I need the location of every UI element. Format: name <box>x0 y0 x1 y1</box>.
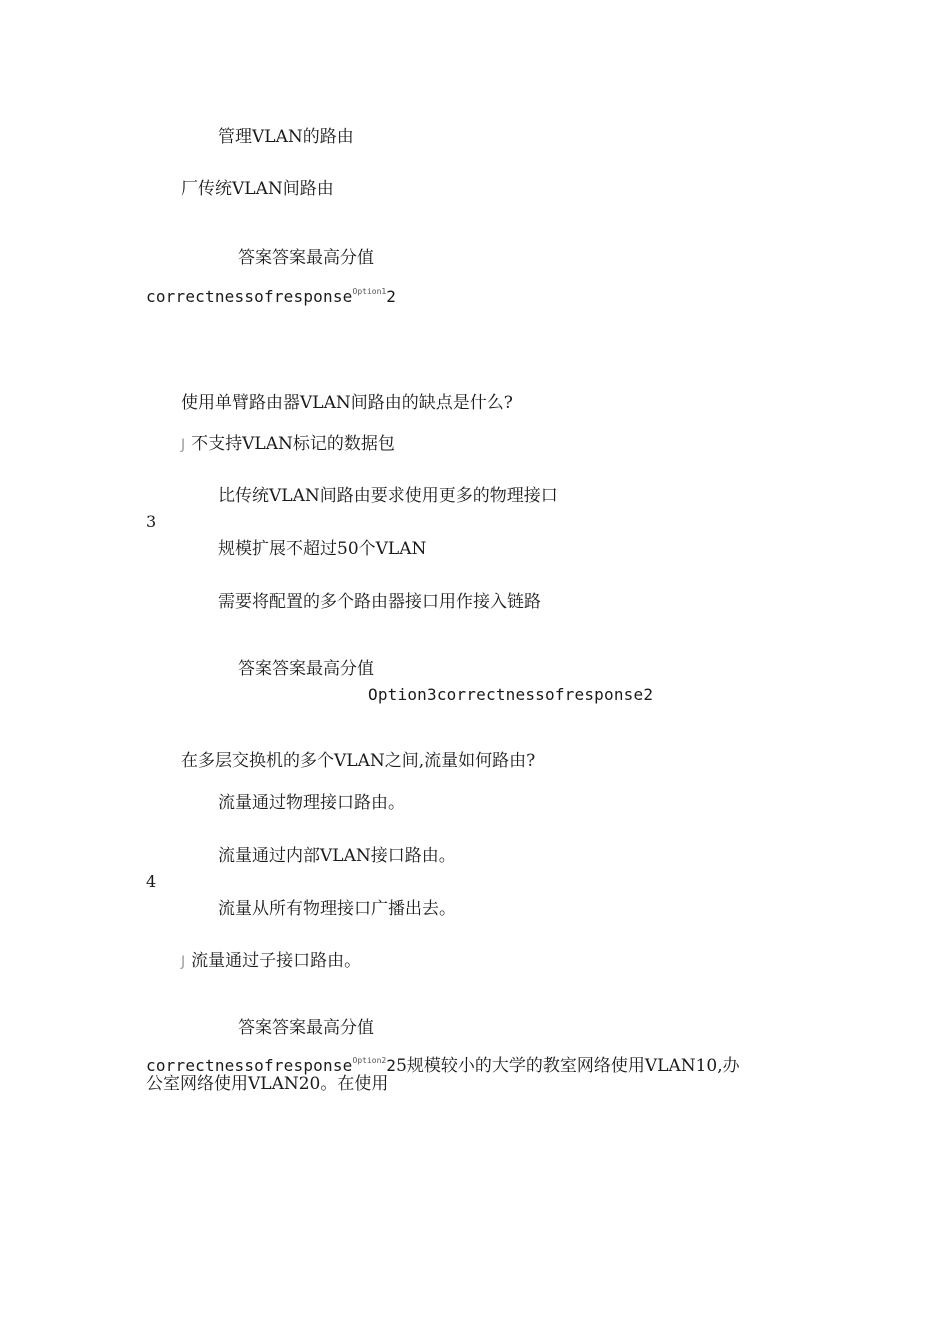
response-label: correctnessofresponse <box>146 1056 353 1075</box>
question-text: 在多层交换机的多个VLAN之间,流量如何路由? <box>181 751 536 771</box>
option-text: 流量通过内部VLAN接口路由。 <box>218 846 456 866</box>
option-text: 流量从所有物理接口广播出去。 <box>218 899 456 919</box>
score-value: 2 <box>386 287 397 306</box>
score-value: 2 <box>386 1056 397 1075</box>
option-text: 规模扩展不超过50个VLAN <box>218 539 427 559</box>
option-text: 比传统VLAN间路由要求使用更多的物理接口 <box>218 486 558 506</box>
option-text: 不支持VLAN标记的数据包 <box>191 434 395 454</box>
question-number: 3 <box>146 512 157 531</box>
next-question-text: 5规模较小的大学的教室网络使用VLAN10,办 <box>396 1056 740 1076</box>
answer-header: 答案答案最高分值 <box>238 248 374 268</box>
answer-header: 答案答案最高分值 <box>238 1018 374 1038</box>
option-text: 管理VLAN的路由 <box>218 127 354 147</box>
option-text: 需要将配置的多个路由器接口用作接入链路 <box>218 592 541 612</box>
option-text: 厂传统VLAN间路由 <box>181 179 334 199</box>
next-question-text: 公室网络使用VLAN20。在使用 <box>146 1074 389 1094</box>
answer-header: 答案答案最高分值 <box>238 659 374 679</box>
answer-row: Option3correctnessofresponse2 <box>368 685 654 704</box>
option-text: 流量通过物理接口路由。 <box>218 793 405 813</box>
question-number: 4 <box>146 872 157 891</box>
response-label: correctnessofresponse <box>146 287 353 306</box>
check-mark-icon: J <box>181 954 186 970</box>
answer-row <box>146 1051 740 1076</box>
option-text: 流量通过子接口路由。 <box>191 951 362 971</box>
answer-row <box>146 282 396 307</box>
option-superscript: Option2 <box>352 1056 387 1065</box>
option-item <box>181 434 395 455</box>
check-mark-icon: J <box>181 437 186 453</box>
question-text: 使用单臂路由器VLAN间路由的缺点是什么? <box>181 393 513 413</box>
option-item <box>181 951 361 972</box>
option-superscript: Option1 <box>352 287 387 296</box>
